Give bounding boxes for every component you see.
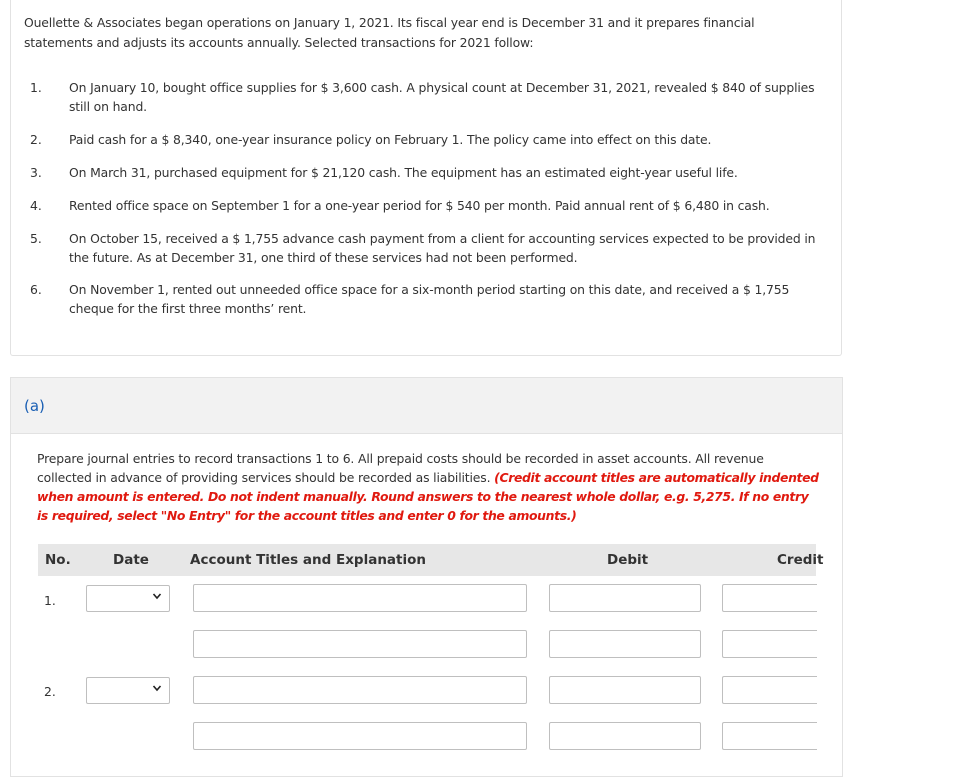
entry-number: 2. bbox=[44, 684, 56, 699]
debit-input[interactable] bbox=[549, 722, 701, 750]
transaction-number: 2. bbox=[30, 132, 42, 147]
account-title-input[interactable] bbox=[193, 722, 527, 750]
header-debit: Debit bbox=[607, 552, 649, 568]
transaction-text: On October 15, received a $ 1,755 advance cash payment from a client for accounting services expected to be provided in the future. As at December 31, one third of these services had not been performed. bbox=[69, 231, 816, 265]
header-no: No. bbox=[45, 552, 71, 568]
debit-input[interactable] bbox=[549, 584, 701, 612]
transaction-number: 5. bbox=[30, 231, 42, 246]
problem-intro: Ouellette & Associates began operations on January 1, 2021. Its fiscal year end is December 31 and it prepares financial statements and adjusts its accounts annually. Selected transactions for 2021 follow: bbox=[24, 15, 755, 50]
transaction-text: Rented office space on September 1 for a one-year period for $ 540 per month. Paid annual rent of $ 6,480 in cash. bbox=[69, 198, 770, 213]
credit-input[interactable] bbox=[722, 630, 817, 658]
transaction-number: 4. bbox=[30, 198, 42, 213]
debit-input[interactable] bbox=[549, 630, 701, 658]
account-title-input[interactable] bbox=[193, 630, 527, 658]
debit-input[interactable] bbox=[549, 676, 701, 704]
header-account: Account Titles and Explanation bbox=[190, 552, 427, 568]
entry-number: 1. bbox=[44, 593, 56, 608]
account-title-input[interactable] bbox=[193, 676, 527, 704]
part-a-instructions bbox=[37, 449, 822, 525]
transaction-number: 3. bbox=[30, 165, 42, 180]
instructions-warning: (Credit account titles are automatically indented when amount is entered. Do not indent manually. Round answers to the nearest whole dollar, e.g. 5,275. If no entry is required, select "No Entry" for the account titles and enter 0 for the amounts.) bbox=[37, 470, 819, 523]
chevron-down-icon bbox=[152, 591, 162, 601]
part-a-label: (a) bbox=[24, 397, 45, 415]
transaction-number: 1. bbox=[30, 80, 42, 95]
transaction-text: Paid cash for a $ 8,340, one-year insurance policy on February 1. The policy came into effect on this date. bbox=[69, 132, 712, 147]
chevron-down-icon bbox=[152, 683, 162, 693]
transaction-text: On November 1, rented out unneeded office space for a six-month period starting on this date, and received a $ 1,755 cheque for the first three months’ rent. bbox=[69, 282, 790, 316]
transaction-number: 6. bbox=[30, 282, 42, 297]
credit-input[interactable] bbox=[722, 676, 817, 704]
part-a-card bbox=[10, 377, 843, 777]
instructions-text: Prepare journal entries to record transactions 1 to 6. All prepaid costs should be recorded in asset accounts. All revenue collected in advance of providing services should be recorded as liabilities. bbox=[37, 451, 764, 485]
part-a-header bbox=[11, 378, 842, 434]
journal-table-header bbox=[38, 544, 824, 576]
transaction-text: On March 31, purchased equipment for $ 21,120 cash. The equipment has an estimated eight-year useful life. bbox=[69, 165, 738, 180]
transaction-text: On January 10, bought office supplies for $ 3,600 cash. A physical count at December 31, 2021, revealed $ 840 of supplies still on hand. bbox=[69, 80, 815, 114]
date-select[interactable] bbox=[86, 585, 170, 612]
credit-input[interactable] bbox=[722, 722, 817, 750]
header-date: Date bbox=[113, 552, 149, 568]
credit-input[interactable] bbox=[722, 584, 817, 612]
header-credit: Credit bbox=[777, 552, 824, 568]
date-select[interactable] bbox=[86, 677, 170, 704]
account-title-input[interactable] bbox=[193, 584, 527, 612]
